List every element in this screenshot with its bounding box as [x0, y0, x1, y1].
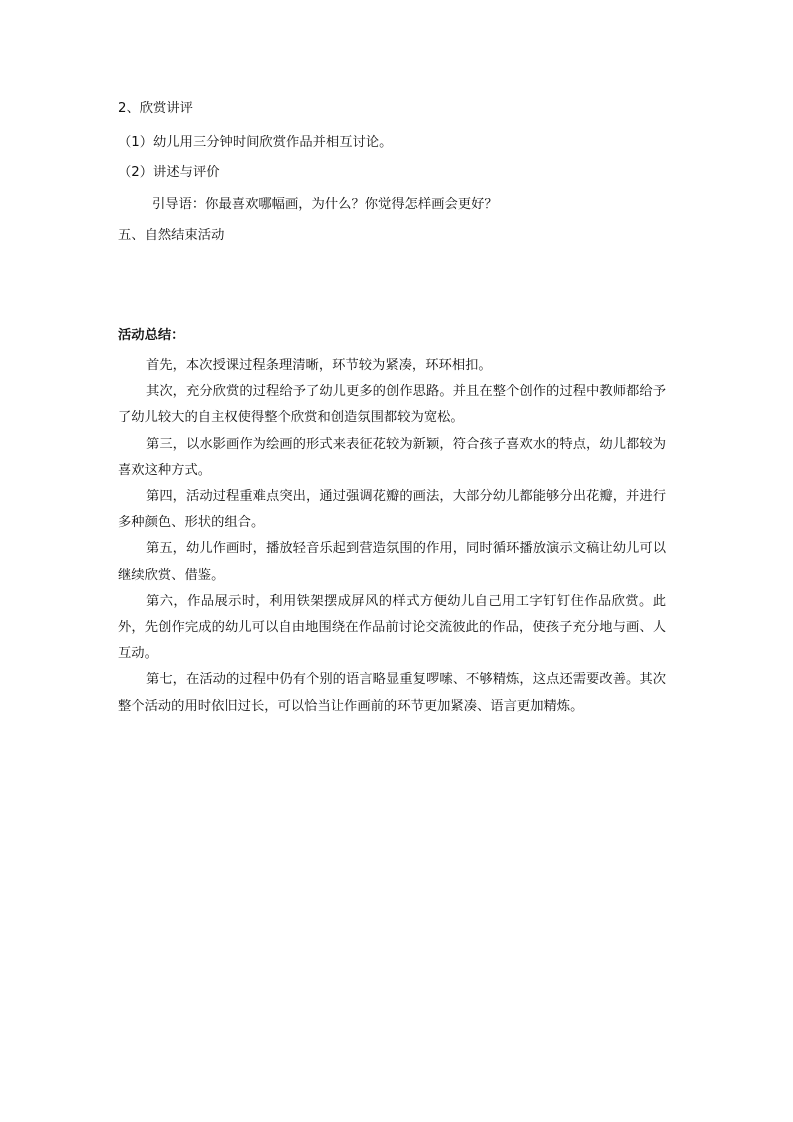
section-5-heading: 五、自然结束活动: [118, 228, 225, 243]
summary-paragraph-sixth: 第六，作品展示时，利用铁架摆成屏风的样式方便幼儿自己用工字钉钉住作品欣赏。此外，先创作完成的幼儿可以自由地围绕在作品前讨论交流彼此的作品，使孩子充分地与画、人互动。: [118, 593, 666, 662]
summary-body: [118, 353, 666, 720]
section-2-item-1: （1）幼儿用三分钟时间欣赏作品并相互讨论。: [118, 135, 393, 150]
summary-title: 活动总结：: [118, 328, 185, 343]
summary-paragraph-seventh: 第七，在活动的过程中仍有个别的语言略显重复啰嗦、不够精炼，这点还需要改善。其次整个活动的用时依旧过长，可以恰当让作画前的环节更加紧凑、语言更加精炼。: [118, 672, 666, 714]
section-2-item-2: （2）讲述与评价: [118, 165, 220, 180]
summary-paragraph-fourth: 第四，活动过程重难点突出，通过强调花瓣的画法，大部分幼儿都能够分出花瓣，并进行多种颜色、形状的组合。: [118, 489, 666, 531]
summary-paragraph-fifth: 第五，幼儿作画时，播放轻音乐起到营造氛围的作用，同时循环播放演示文稿让幼儿可以继续欣赏、借鉴。: [118, 541, 666, 583]
summary-paragraph-second: 其次，充分欣赏的过程给予了幼儿更多的创作思路。并且在整个创作的过程中教师都给予了幼儿较大的自主权使得整个欣赏和创造氛围都较为宽松。: [118, 384, 666, 426]
summary-paragraph-third: 第三，以水影画作为绘画的形式来表征花较为新颖，符合孩子喜欢水的特点，幼儿都较为喜欢这种方式。: [118, 436, 666, 478]
guide-question: 引导语：你最喜欢哪幅画，为什么？你觉得怎样画会更好？: [152, 197, 498, 212]
section-2-heading: 2、欣赏讲评: [118, 101, 193, 116]
summary-paragraph-first: 首先，本次授课过程条理清晰，环节较为紧凑，环环相扣。: [146, 358, 492, 373]
